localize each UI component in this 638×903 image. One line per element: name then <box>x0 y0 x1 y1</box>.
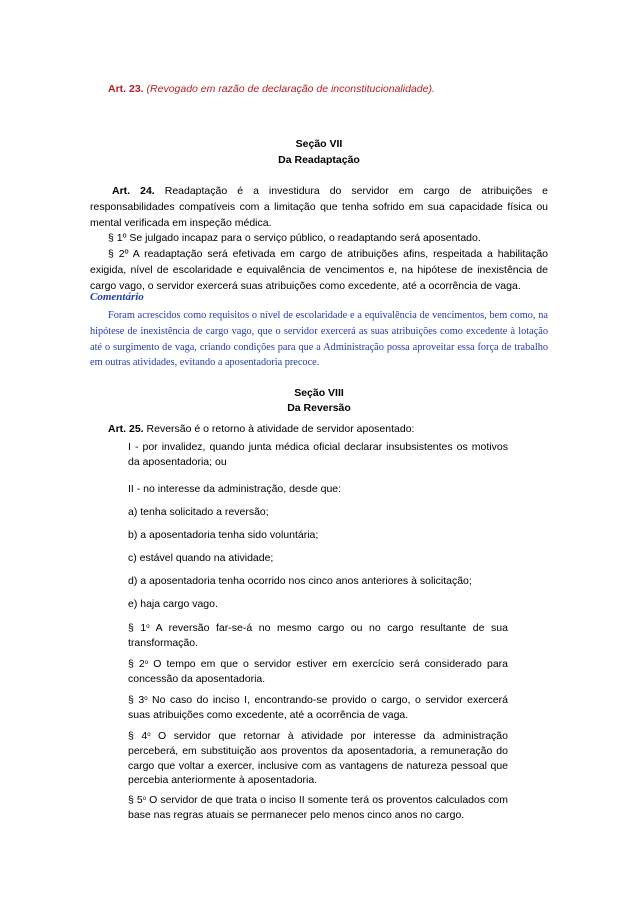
art25-paragraph-3 <box>128 692 508 723</box>
art24-label: Art. 24. <box>112 185 155 197</box>
art25-item-text: d) a aposentadoria tenha ocorrido nos cinco anos anteriores à solicitação; <box>128 575 472 587</box>
art25-paragraph-1 <box>128 620 508 651</box>
section-8-subtitle: Da Reversão <box>287 402 351 414</box>
art25-paragraph-2 <box>128 656 508 687</box>
art25-item-a <box>128 505 508 520</box>
paragraph-text: O tempo em que o servidor estiver em exercício será considerado para concessão da aposentadoria. <box>128 658 508 685</box>
art23-paragraph <box>108 83 435 95</box>
comment-title: Comentário <box>90 291 144 303</box>
paragraph-text: A reversão far-se-á no mesmo cargo ou no cargo resultante de sua transformação. <box>128 622 508 649</box>
paragraph-number: § 3 <box>128 694 145 706</box>
art25-item-text: II - no interesse da administração, desde que: <box>128 483 342 495</box>
ordinal-mark: o <box>144 660 149 666</box>
art25-item-2 <box>128 482 508 497</box>
paragraph-number: § 5 <box>128 794 143 806</box>
paragraph-text: No caso do inciso I, encontrando-se provido o cargo, o servidor exercerá suas atribuições como excedente, até a ocorrência de vaga. <box>128 694 508 721</box>
art23-text: (Revogado em razão de declaração de inconstitucionalidade). <box>143 83 435 95</box>
art25-paragraph-5 <box>128 792 508 823</box>
comment-body <box>90 308 548 371</box>
art25-item-text: c) estável quando na atividade; <box>128 552 274 564</box>
section-7-title: Seção VII <box>295 138 343 150</box>
ordinal-mark: o <box>144 696 148 702</box>
art25-item-text: I - por invalidez, quando junta médica oficial declarar insubsistentes os motivos da aposentadoria; ou <box>128 441 508 468</box>
art25-item-text: b) a aposentadoria tenha sido voluntária; <box>128 529 319 541</box>
art24-text: Readaptação é a investidura do servidor em cargo de atribuições e responsabilidades compatíveis com a limitação que tenha sofrido em sua capacidade física ou mental verificada em inspeção médica. <box>90 185 548 229</box>
paragraph-number: § 4 <box>128 730 148 742</box>
art24-par1: § 1º Se julgado incapaz para o serviço público, o readaptando será aposentado. <box>108 232 481 245</box>
art25-item-text: e) haja cargo vago. <box>128 598 218 610</box>
art25-paragraph-4 <box>128 728 508 788</box>
section-8-title: Seção VIII <box>294 387 344 399</box>
art25-item-b <box>128 528 508 543</box>
paragraph-text: O servidor de que trata o inciso II somente terá os proventos calculados com base nas regras atuais se permanecer pelo menos cinco anos no cargo. <box>128 794 508 821</box>
art23-label: Art. 23. <box>108 83 144 95</box>
ordinal-mark: o <box>147 732 151 738</box>
ordinal-mark: o <box>142 796 147 802</box>
art25-item-e <box>128 597 508 612</box>
art25-item-d <box>128 574 508 589</box>
paragraph-number: § 2 <box>128 658 145 670</box>
art25-item-text: a) tenha solicitado a reversão; <box>128 506 269 518</box>
paragraph-text: O servidor que retornar à atividade por interesse da administração perceberá, em substituição aos proventos da aposentadoria, a remuneração do cargo que voltar a exercer, inclusive com as vantagens de natureza pessoal que percebia anteriormente à aposentadoria. <box>128 730 508 787</box>
art24-block <box>90 184 548 295</box>
art25-paragraph <box>108 423 414 435</box>
art25-label: Art. 25. <box>108 423 144 435</box>
comment-text: Foram acrescidos como requisitos o nível de escolaridade e a equivalência de vencimentos, bem como, na hipótese de inexistência de cargo vago, que o servidor exercerá as suas atribuições como excedente à lotação até o surgimento de vaga, criando condições para que a Administração possa aproveitar essa força de trabalho em outras atividades, evitando a aposentadoria precoce. <box>90 310 548 369</box>
art24-paragraph <box>90 184 548 231</box>
art25-text: Reversão é o retorno à atividade de servidor aposentado: <box>143 423 415 435</box>
section-7-subtitle: Da Readaptação <box>278 154 360 166</box>
art25-item-1 <box>128 440 508 470</box>
ordinal-mark: o <box>146 624 150 630</box>
art24-par2: § 2º A readaptação será efetivada em cargo de atribuições afins, respeitada a habilitação exigida, nível de escolaridade e equivalência de vencimentos e, na hipótese de inexistência de cargo vago, o servidor exercerá suas atribuições como excedente, até a ocorrência de vaga. <box>90 248 548 292</box>
art25-item-c <box>128 551 508 566</box>
paragraph-number: § 1 <box>128 622 147 634</box>
